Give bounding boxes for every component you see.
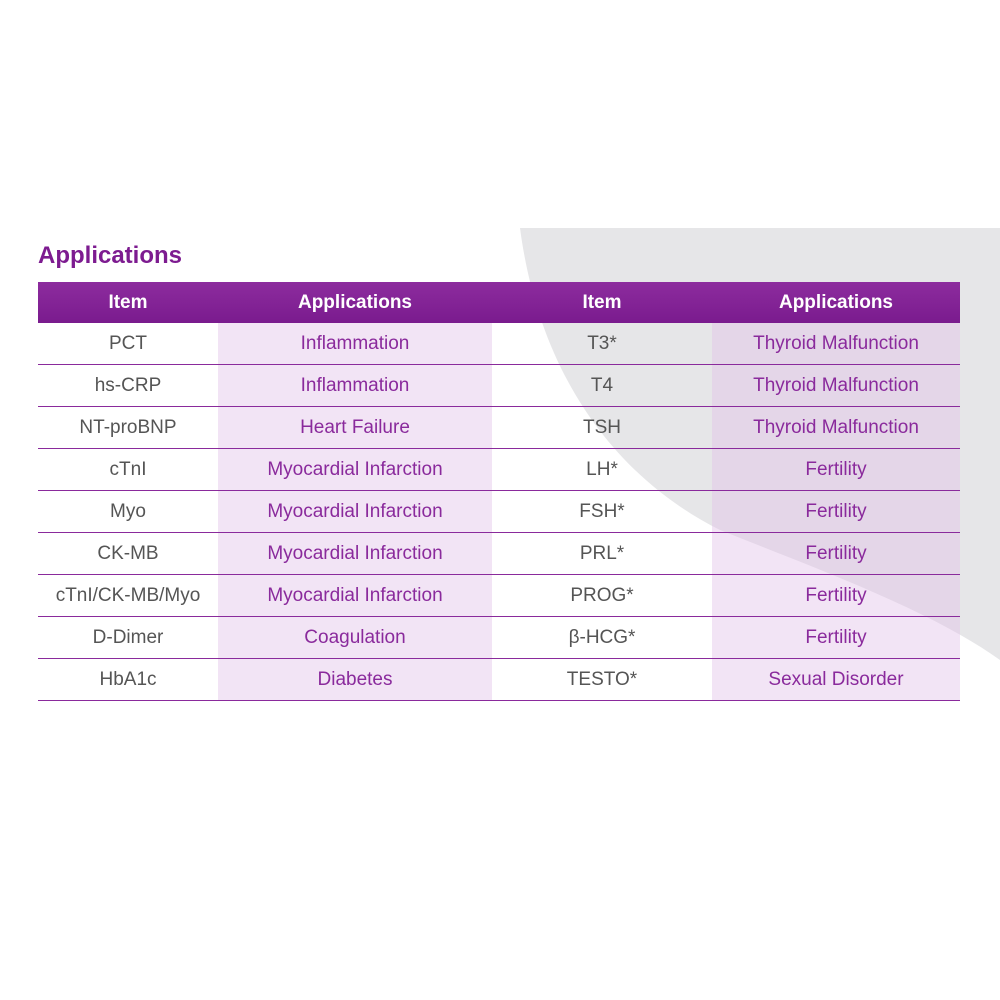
application-cell: Fertility xyxy=(712,617,960,659)
header-item-2: Item xyxy=(492,282,712,323)
item-cell: CK-MB xyxy=(38,533,218,575)
item-cell: β-HCG* xyxy=(492,617,712,659)
header-item-1: Item xyxy=(38,282,218,323)
item-cell: Myo xyxy=(38,491,218,533)
item-cell: cTnI/CK-MB/Myo xyxy=(38,575,218,617)
application-cell: Myocardial Infarction xyxy=(218,533,492,575)
table-row xyxy=(38,575,960,617)
table-row xyxy=(38,617,960,659)
application-cell: Myocardial Infarction xyxy=(218,575,492,617)
application-cell: Thyroid Malfunction xyxy=(712,323,960,365)
application-cell: Fertility xyxy=(712,575,960,617)
item-cell: TESTO* xyxy=(492,659,712,701)
application-cell: Fertility xyxy=(712,533,960,575)
item-cell: D-Dimer xyxy=(38,617,218,659)
application-cell: Heart Failure xyxy=(218,407,492,449)
application-cell: Fertility xyxy=(712,449,960,491)
item-cell: T4 xyxy=(492,365,712,407)
item-cell: hs-CRP xyxy=(38,365,218,407)
item-cell: cTnI xyxy=(38,449,218,491)
application-cell: Sexual Disorder xyxy=(712,659,960,701)
application-cell: Myocardial Infarction xyxy=(218,449,492,491)
table-header-row xyxy=(38,282,960,323)
table-row xyxy=(38,659,960,701)
application-cell: Fertility xyxy=(712,491,960,533)
application-cell: Inflammation xyxy=(218,365,492,407)
header-applications-1: Applications xyxy=(218,282,492,323)
application-cell: Coagulation xyxy=(218,617,492,659)
table-row xyxy=(38,491,960,533)
table-row xyxy=(38,449,960,491)
item-cell: PCT xyxy=(38,323,218,365)
page-title: Applications xyxy=(38,242,183,269)
applications-table-container xyxy=(38,282,960,701)
item-cell: PRL* xyxy=(492,533,712,575)
item-cell: PROG* xyxy=(492,575,712,617)
item-cell: NT-proBNP xyxy=(38,407,218,449)
table-row xyxy=(38,533,960,575)
table-row xyxy=(38,365,960,407)
application-cell: Thyroid Malfunction xyxy=(712,407,960,449)
application-cell: Thyroid Malfunction xyxy=(712,365,960,407)
table-row xyxy=(38,323,960,365)
application-cell: Diabetes xyxy=(218,659,492,701)
item-cell: TSH xyxy=(492,407,712,449)
application-cell: Myocardial Infarction xyxy=(218,491,492,533)
application-cell: Inflammation xyxy=(218,323,492,365)
item-cell: HbA1c xyxy=(38,659,218,701)
applications-table xyxy=(38,282,960,701)
item-cell: LH* xyxy=(492,449,712,491)
header-applications-2: Applications xyxy=(712,282,960,323)
item-cell: FSH* xyxy=(492,491,712,533)
item-cell: T3* xyxy=(492,323,712,365)
table-row xyxy=(38,407,960,449)
